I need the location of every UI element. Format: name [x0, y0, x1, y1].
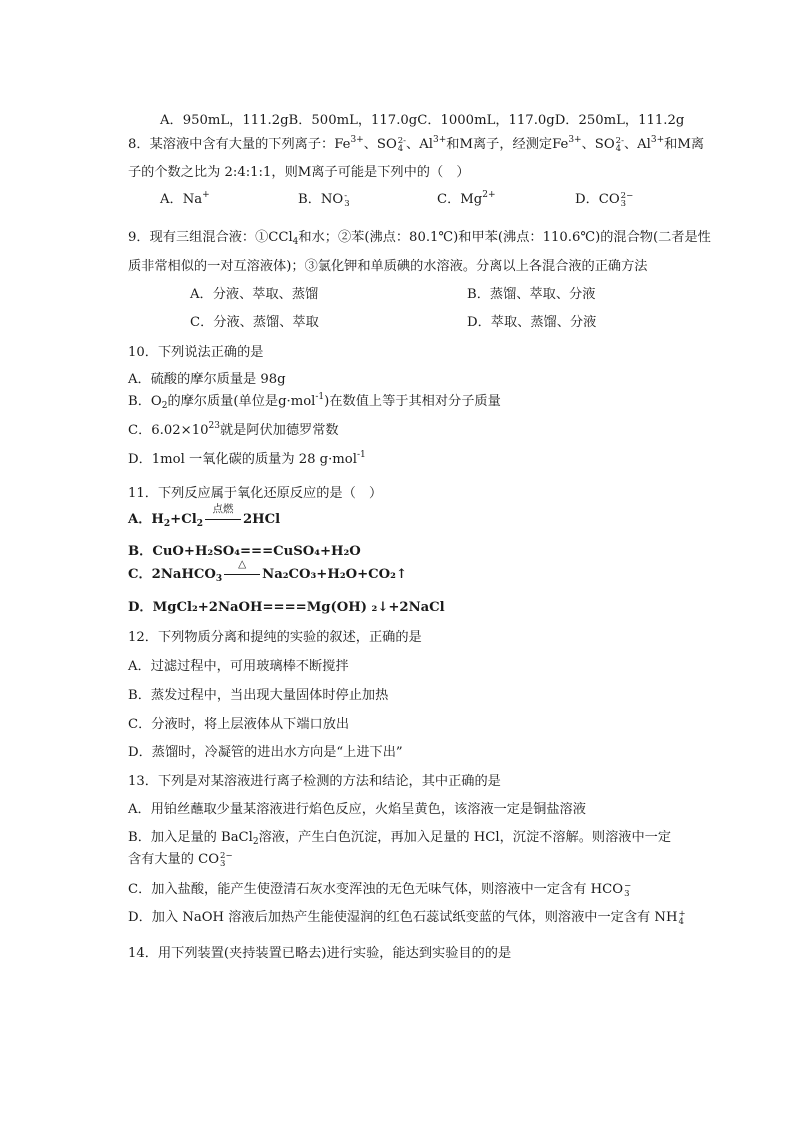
q7-option-c: C．1000mL，117.0g: [417, 113, 555, 128]
q10-stem: 10．下列说法正确的是: [128, 345, 264, 360]
q14-stem: 14．用下列装置(夹持装置已略去)进行实验，能达到实验目的的是: [128, 946, 512, 961]
q11-option-a: A．$H_2+Cl_2$ 点燃 2HCl: [128, 503, 281, 529]
q11-option-c: C．2NaHCO$_3$ △ Na₂CO₃+H₂O+CO₂↑: [128, 558, 407, 584]
q13-option-a: A．用铂丝蘸取少量某溶液进行焰色反应，火焰呈黄色，该溶液一定是铜盐溶液: [128, 802, 586, 817]
reaction-condition: △: [222, 566, 262, 584]
q10-option-d: D．1mol 一氧化碳的质量为 28 g·mol$^{-1}$: [128, 450, 366, 467]
q12-option-a: A．过滤过程中，可用玻璃棒不断搅拌: [128, 659, 349, 674]
q8-stem-line2: 子的个数之比为 2:4:1:1，则M离子可能是下列中的（ ）: [128, 165, 470, 180]
q13-option-c: C．加入盐酸，能产生使澄清石灰水变浑浊的无色无味气体，则溶液中一定含有 HCO − 3: [128, 880, 632, 899]
q7-option-b: B．500mL，117.0g: [288, 113, 418, 128]
q12-stem: 12．下列物质分离和提纯的实验的叙述，正确的是: [128, 630, 422, 645]
q7-option-a: A．950mL，111.2g: [160, 113, 289, 128]
q8-option-b: B．NO - 3: [298, 190, 350, 209]
q13-option-b-line1: B．加入足量的 BaCl$_2$溶液，产生白色沉淀，再加入足量的 HCl，沉淀不溶解。则溶液中一定: [128, 830, 672, 847]
q8-option-d: D．CO 2− 3: [575, 190, 634, 209]
q9-stem-line2: 质非常相似的一对互溶液体)；③氯化钾和单质碘的水溶液。分离以上各混合液的正确方法: [128, 259, 648, 274]
q9-option-c: C．分液、蒸馏、萃取: [190, 315, 319, 330]
q9-option-d: D．萃取、蒸馏、分液: [467, 315, 597, 330]
q13-stem: 13．下列是对某溶液进行离子检测的方法和结论，其中正确的是: [128, 774, 501, 789]
q12-option-d: D．蒸馏时，冷凝管的进出水方向是“上进下出”: [128, 745, 403, 760]
q11-option-d: D．MgCl₂+2NaOH====Mg(OH) ₂↓+2NaCl: [128, 600, 445, 615]
q13-option-d: D．加入 NaOH 溶液后加热产生能使湿润的红色石蕊试纸变蓝的气体，则溶液中一定含有 NH + 4: [128, 908, 686, 927]
q9-stem-line1: 9．现有三组混合液：①CCl$_4$和水；②苯(沸点：80.1℃)和甲苯(沸点：110.6℃)的混合物(二者是性: [128, 230, 711, 247]
q12-option-b: B．蒸发过程中，当出现大量固体时停止加热: [128, 688, 389, 703]
q8-option-a: A．Na+: [160, 190, 210, 207]
q8-stem-line1: 8．某溶液中含有大量的下列离子：$Fe^{3+}$、SO 2- 4 、$Al^{3+}$和M离子，经测定$Fe^{3+}$、SO 2- 4 、$Al^{3+}$和M离: [128, 135, 705, 154]
q7-options: [160, 112, 684, 130]
q10-option-b: B．$O_2$的摩尔质量(单位是g·mol$^{-1}$)在数值上等于其相对分子质量: [128, 392, 501, 411]
q11-stem: 11．下列反应属于氧化还原反应的是（ ）: [128, 486, 383, 501]
q10-option-c: C．$6.02\times 10^{23}$就是阿伏加德罗常数: [128, 421, 339, 438]
q12-option-c: C．分液时，将上层液体从下端口放出: [128, 717, 350, 732]
q10-option-a: A．硫酸的摩尔质量是 98g: [128, 372, 286, 387]
q9-option-a: A．分液、萃取、蒸馏: [190, 287, 319, 302]
q7-option-d: D．250mL，111.2g: [554, 113, 685, 128]
q8-option-c: C．$Mg^{2+}$: [437, 190, 496, 207]
q13-option-b-line2: 含有大量的 CO 2− 3: [128, 850, 233, 869]
reaction-condition: 点燃: [203, 511, 243, 529]
q11-option-b: B．CuO+H₂SO₄===CuSO₄+H₂O: [128, 544, 361, 559]
q9-option-b: B．蒸馏、萃取、分液: [467, 287, 596, 302]
